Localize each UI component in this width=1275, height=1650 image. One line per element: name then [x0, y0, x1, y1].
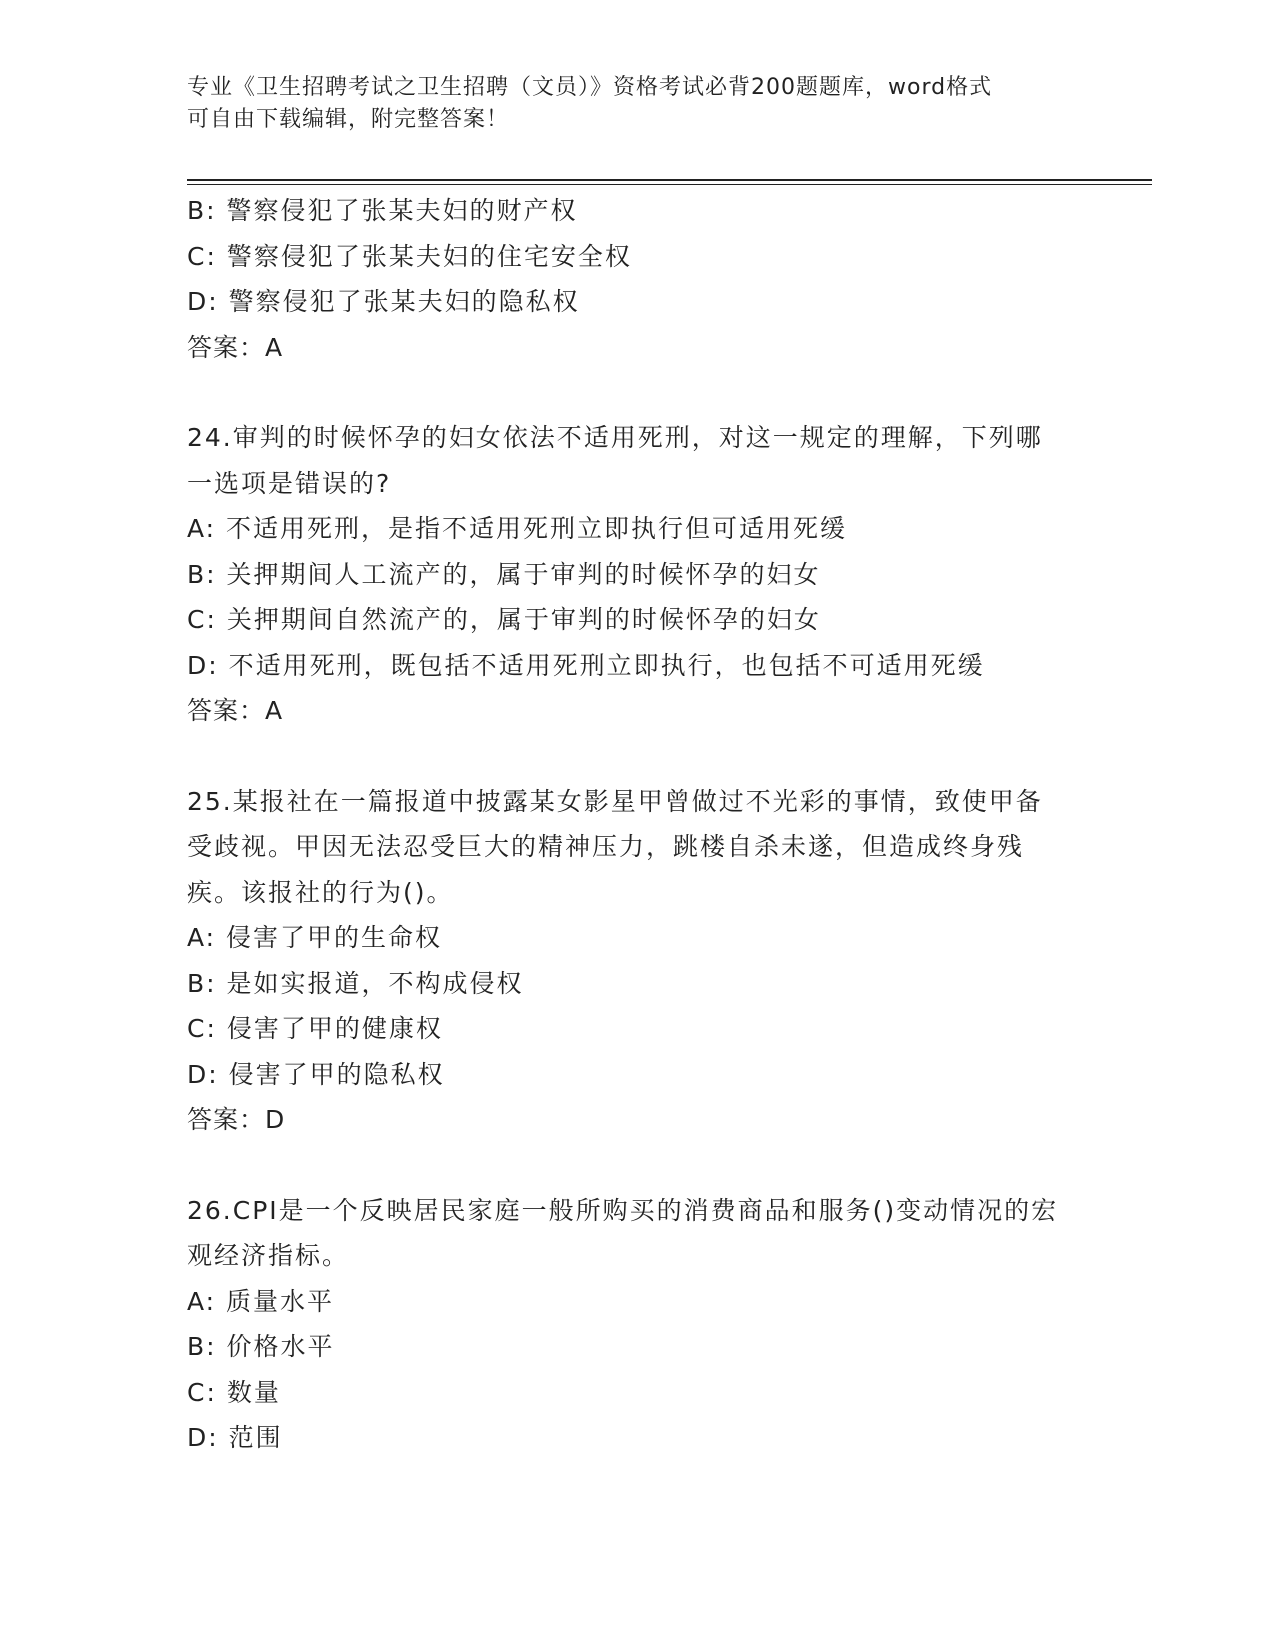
question-stem: 26.CPI是一个反映居民家庭一般所购买的消费商品和服务()变动情况的宏观经济指标。 [187, 1195, 1059, 1270]
question-25 [187, 779, 1087, 1143]
option-a: A: 不适用死刑，是指不适用死刑立即执行但可适用死缓 [187, 514, 848, 543]
option-d: D: 范围 [187, 1423, 283, 1452]
question-stem: 24.审判的时候怀孕的妇女依法不适用死刑，对这一规定的理解，下列哪一选项是错误的? [187, 423, 1043, 498]
header-divider-thin [187, 184, 1152, 185]
option-b: B: 是如实报道，不构成侵权 [187, 968, 524, 998]
question-26 [187, 1188, 1087, 1461]
option-a: A: 侵害了甲的生命权 [187, 923, 443, 952]
option-d: D: 侵害了甲的隐私权 [187, 1059, 445, 1089]
spacer [187, 370, 1087, 415]
option-d: D: 警察侵犯了张某夫妇的隐私权 [187, 287, 580, 316]
question-stem: 25.某报社在一篇报道中披露某女影星甲曾做过不光彩的事情，致使甲备受歧视。甲因无法忍受巨大的精神压力，跳楼自杀未遂，但造成终身残疾。该报社的行为()。 [187, 786, 1043, 907]
option-b: B: 警察侵犯了张某夫妇的财产权 [187, 196, 578, 225]
question-list [187, 188, 1087, 1461]
question-23 [187, 188, 1087, 370]
header-line-1: 专业《卫生招聘考试之卫生招聘（文员）》资格考试必背200题题库，word格式 [187, 75, 993, 100]
document-header [187, 72, 1067, 136]
header-line-2: 可自由下载编辑，附完整答案！ [187, 107, 510, 132]
spacer [187, 1143, 1087, 1188]
answer: 答案：A [187, 696, 284, 725]
option-a: A: 质量水平 [187, 1286, 335, 1316]
option-b: B: 价格水平 [187, 1332, 335, 1361]
answer: 答案：A [187, 332, 284, 362]
option-b: B: 关押期间人工流产的，属于审判的时候怀孕的妇女 [187, 559, 821, 589]
option-c: C: 关押期间自然流产的，属于审判的时候怀孕的妇女 [187, 605, 821, 634]
option-d: D: 不适用死刑，既包括不适用死刑立即执行，也包括不可适用死缓 [187, 650, 985, 680]
option-c: C: 侵害了甲的健康权 [187, 1014, 443, 1043]
answer: 答案：D [187, 1105, 286, 1134]
option-c: C: 数量 [187, 1377, 281, 1407]
option-c: C: 警察侵犯了张某夫妇的住宅安全权 [187, 241, 632, 271]
question-24 [187, 415, 1087, 734]
spacer [187, 734, 1087, 779]
header-divider-thick [187, 179, 1152, 181]
